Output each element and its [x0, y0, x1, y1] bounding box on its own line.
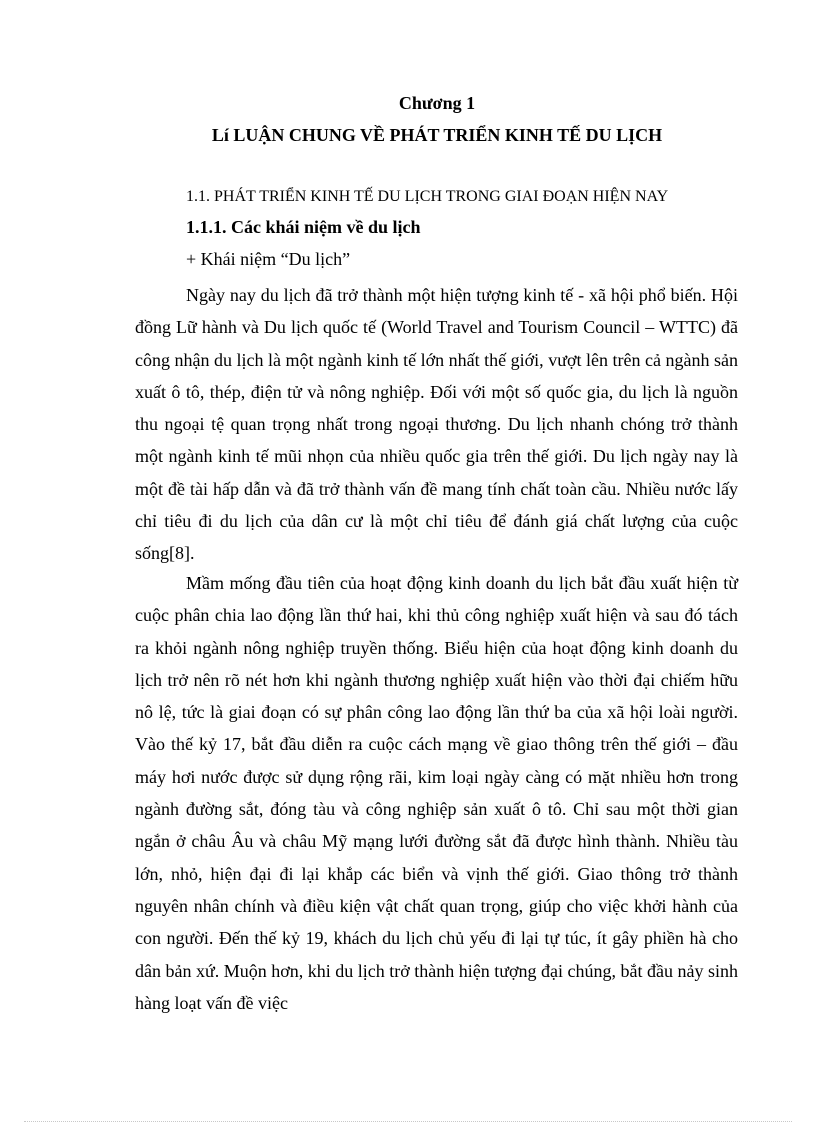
subsection-heading: 1.1.1. Các khái niệm về du lịch — [186, 217, 421, 237]
chapter-number: Chương 1 — [398, 93, 476, 113]
chapter-title: Lí LUẬN CHUNG VỀ PHÁT TRIỂN KINH TẾ DU LỊCH — [211, 125, 663, 145]
body-paragraph: Mầm mống đầu tiên của hoạt động kinh doanh du lịch bắt đầu xuất hiện từ cuộc phân chia lao động lần thứ hai, khi thủ công nghiệp xuất hiện và sau đó tách ra khỏi ngành nông nghiệp truyền thống. Biểu hiện của hoạt động kinh doanh du lịch trở nên rõ nét hơn khi ngành thương nghiệp xuất hiện vào thời đại chiếm hữu nô lệ, tức là giai đoạn có sự phân công lao động lần thứ ba của xã hội loài người. Vào thế kỷ 17, bắt đầu diễn ra cuộc cách mạng về giao thông trên thế giới – đầu máy hơi nước được sử dụng rộng rãi, kim loại ngày càng có mặt nhiều hơn trong ngành đường sắt, đóng tàu và công nghiệp sản xuất ô tô. Chỉ sau một thời gian ngắn ở châu Âu và châu Mỹ mạng lưới đường sắt đã được hình thành. Nhiều tàu lớn, nhỏ, hiện đại đi lại khắp các biển và vịnh thế giới. Giao thông trở thành nguyên nhân chính và điều kiện vật chất quan trọng, giúp cho việc khởi hành của con người. Đến thế kỷ 19, khách du lịch chủ yếu đi lại tự túc, ít gây phiền hà cho dân bản xứ. Muộn hơn, khi du lịch trở thành hiện tượng đại chúng, bắt đầu nảy sinh hàng loạt vấn đề việc — [135, 573, 738, 1013]
page-bottom-divider — [24, 1121, 792, 1122]
body-paragraph: Ngày nay du lịch đã trở thành một hiện tượng kinh tế - xã hội phổ biến. Hội đồng Lữ hành và Du lịch quốc tế (World Travel and Tourism Council – WTTC) đã công nhận du lịch là một ngành kinh tế lớn nhất thế giới, vượt lên trên cả ngành sản xuất ô tô, thép, điện tử và nông nghiệp. Đối với một số quốc gia, du lịch là nguồn thu ngoại tệ quan trọng nhất trong ngoại thương. Du lịch nhanh chóng trở thành một ngành kinh tế mũi nhọn của nhiều quốc gia trên thế giới. Du lịch ngày nay là một đề tài hấp dẫn và đã trở thành vấn đề mang tính chất toàn cầu. Nhiều nước lấy chỉ tiêu đi du lịch của dân cư là một chỉ tiêu để đánh giá chất lượng của cuộc sống[8]. — [135, 285, 738, 564]
section-heading: 1.1. PHÁT TRIỂN KINH TẾ DU LỊCH TRONG GIAI ĐOẠN HIỆN NAY — [186, 188, 669, 205]
concept-heading: + Khái niệm “Du lịch” — [186, 249, 351, 269]
